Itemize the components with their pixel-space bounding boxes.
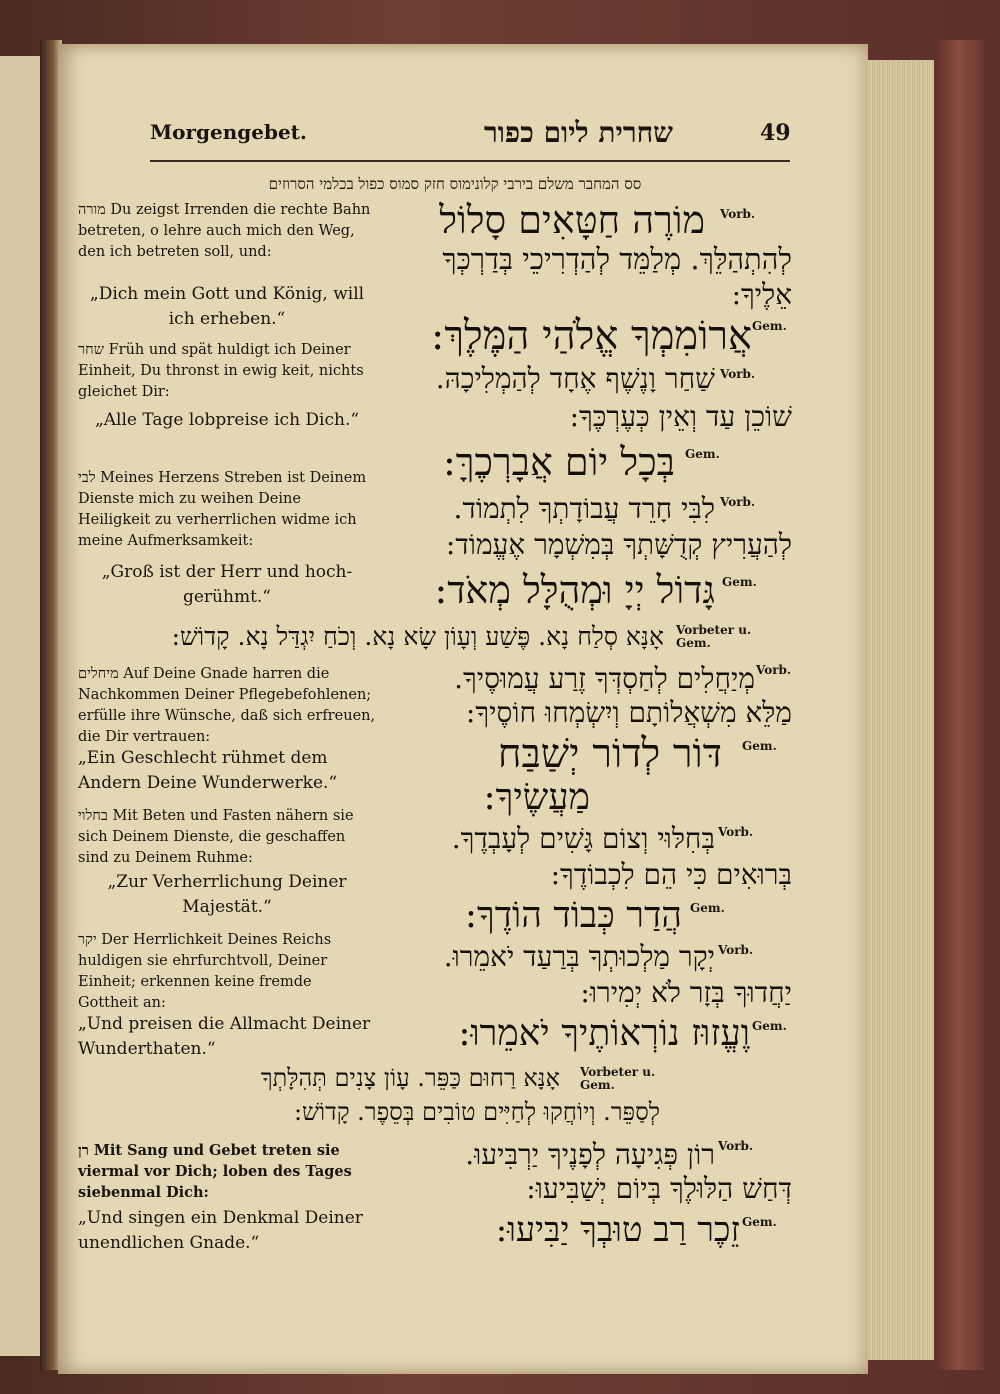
facing-page-edge (0, 56, 40, 1356)
german-quote-7: „Und singen ein Denkmal Deiner unendlichen Gnade.“ (78, 1208, 363, 1253)
hebrew-line-18: הֲדַר כְּבוֹד הוֹדֶךָ: (464, 895, 682, 936)
label-gem: Gem. (752, 319, 787, 333)
header-rule (150, 160, 790, 162)
label-vorb: Vorb. (718, 943, 754, 957)
hebrew-line-26: זֵכֶר רַב טוּבְךָ יַבִּיעוּ: (495, 1210, 740, 1250)
header-left: Morgengebet. (150, 120, 307, 144)
cover-edge (934, 40, 984, 1370)
hebrew-line-2: לְהִתְהַלֵּךְ. מְלַמֵּד לְהַדְרִיכֵי בְּדַרְכְּךָ (442, 242, 792, 276)
hebrew-line-15: מַעֲשֶׂיךָ: (483, 777, 590, 818)
hebrew-line-10: גָּדוֹל יְיָ וּמְהֻלָּל מְאֹד: (434, 568, 715, 612)
label-gem: Gem. (752, 1019, 787, 1033)
label-vorb: Vorb. (720, 367, 756, 381)
german-quote-5: „Zur Verherrlichung Deiner Majestät.“ (107, 872, 347, 917)
hebrew-line-23: לְסַפֵּר. וְיוֹחֲקוּ לְחַיִּים טוֹבִים בְּסֵפֶר. קָדוֹשׁ: (293, 1098, 660, 1126)
hebrew-line-8: לִבִּי חָרֵד עֲבוֹדָתְךָ לִתְמוֹד. (453, 492, 715, 525)
hebrew-line-3: אֵלֶיךָ: (731, 278, 792, 311)
label-vorbeter-gem: Vorbeter u. Gem. (580, 1065, 656, 1092)
german-quote-2: „Alle Tage lobpreise ich Dich.“ (94, 410, 360, 430)
hebrew-line-4: אֲרוֹמִמְךָ אֱלֹהַי הַמֶּלֶךְ: (430, 313, 752, 359)
label-gem: Gem. (690, 901, 725, 915)
german-paragraph-1: מורה Du zeigst Irrenden die rechte Bahn betreten, o lehre auch mich den Weg, den ich betreten soll, und: (78, 202, 371, 260)
label-vorb: Vorb. (756, 663, 792, 677)
label-gem: Gem. (742, 1215, 777, 1229)
german-paragraph-3: לבי Meines Herzens Streben ist Deinem Dienste mich zu weihen Deine Heiligkeit zu verherrlichen widme ich meine Aufmerksamkeit: (78, 470, 367, 549)
german-paragraph-6: יקר Der Herrlichkeit Deines Reichs huldigen sie ehrfurchtvoll, Deiner Einheit; erkennen keine fremde Gottheit an: (78, 932, 332, 1011)
hebrew-line-24: רוֹן פְּגִיעָה לְפָנֶיךָ יַרְבִּיעוּ. (465, 1138, 715, 1171)
hebrew-line-9: לְהַעֲרִיץ קְדֻשָּׁתְךָ בְּמִשְׁמָר אֶעֱמוֹד: (445, 528, 792, 561)
hebrew-line-25: דְּחַשׁ הַלּוּלֶךָ בְּיוֹם יְשַׁבִּיעוּ: (526, 1172, 792, 1205)
german-paragraph-2: שחר Früh und spät huldigt ich Deiner Einheit, Du thronst in ewig keit, nichts gleichet Dir: (78, 342, 364, 400)
label-vorb: Vorb. (720, 207, 756, 221)
label-vorb: Vorb. (720, 495, 756, 509)
label-gem: Gem. (722, 575, 757, 589)
subheading: סס המחבר משלם בירבי קלונימוס חזק סמוס כפול בכלמי הסרוזים (268, 175, 642, 193)
label-gem: Gem. (742, 739, 777, 753)
german-paragraph-7: רן Mit Sang und Gebet treten sie viermal vor Dich; loben des Tages siebenmal Dich: (78, 1142, 352, 1201)
german-quote-1: „Dich mein Gott und König, will ich erheben.“ (89, 284, 365, 329)
hebrew-line-17: בְּרוּאִים כִּי הֵם לִכְבוֹדֶךָ: (550, 858, 792, 891)
hebrew-line-5: שַׁחַר וָנֶשֶׁף אֶחָד לְהַמְלִיכָהּ. (435, 362, 715, 395)
label-vorb: Vorb. (718, 1139, 754, 1153)
hebrew-line-20: יַחֲדוּךָ בְּזָר לֹא יְמִירוּ: (580, 976, 792, 1009)
header-right: שחרית ליום כפור (484, 116, 673, 149)
hebrew-line-11: אָנָּא סְלַח נָא. פֶּשַׁע וְעָוֹן שָׂא נָא. וְכֹחַ יִגְדַּל נָא. קָדוֹשׁ: (171, 622, 664, 651)
hebrew-line-19: יְקָר מַלְכוּתְךָ בְּרַעַד יֹאמֵרוּ. (443, 940, 715, 973)
hebrew-line-12: מְיַחֲלִים לְחַסְדְּךָ זֶרַע עֲמוּסֶיךָ. (454, 662, 755, 695)
label-vorb: Vorb. (718, 825, 754, 839)
hebrew-line-16: בְּחִלּוּי וְצוֹם גָּשִׁים לְעָבְדֶךָ. (451, 822, 715, 855)
page-number: 49 (760, 120, 791, 146)
hebrew-line-6: שׁוֹכֵן עַד וְאֵין כְּעֶרְכֶּךָ: (569, 400, 792, 433)
german-paragraph-4: מיחלים Auf Deine Gnade harren die Nachkommen Deiner Pflegebefohlenen; erfülle ihre Wünsche, daß sich erfreuen, die Dir vertrauen: (78, 666, 376, 745)
label-vorbeter-gem: Vorbeter u. Gem. (676, 623, 752, 650)
page-edges (868, 60, 934, 1360)
hebrew-line-22: אָנָּא רַחוּם כַּפֵּר. עָוֹן צָנִים תְּהִלָּתְךָ (260, 1064, 560, 1092)
hebrew-line-1: מוֹרֶה חַטָּאִים סָלוֹל (439, 198, 705, 242)
german-quote-3: „Groß ist der Herr und hoch-gerühmt.“ (101, 562, 353, 607)
german-quote-4: „Ein Geschlecht rühmet dem Andern Deine Wunderwerke.“ (78, 748, 338, 793)
hebrew-line-13: מַלֵּא מִשְׁאֲלוֹתָם וְיִשְׂמְחוּ חוֹסֶיךָ: (465, 696, 792, 729)
german-paragraph-5: בחלוי Mit Beten und Fasten nähern sie sich Deinem Dienste, die geschaffen sind zu Deinem Ruhme: (78, 808, 354, 866)
hebrew-line-14: דּוֹר לְדוֹר יְשַׁבַּח (497, 731, 722, 777)
hebrew-line-7: בְּכָל יוֹם אֲבָרְכֶךָּ: (442, 440, 675, 484)
label-gem: Gem. (685, 447, 720, 461)
hebrew-line-21: וֶעֱזוּז נוֹרְאוֹתֶיךָ יֹאמֵרוּ: (458, 1013, 750, 1054)
german-quote-6: „Und preisen die Allmacht Deiner Wunderthaten.“ (78, 1014, 371, 1059)
